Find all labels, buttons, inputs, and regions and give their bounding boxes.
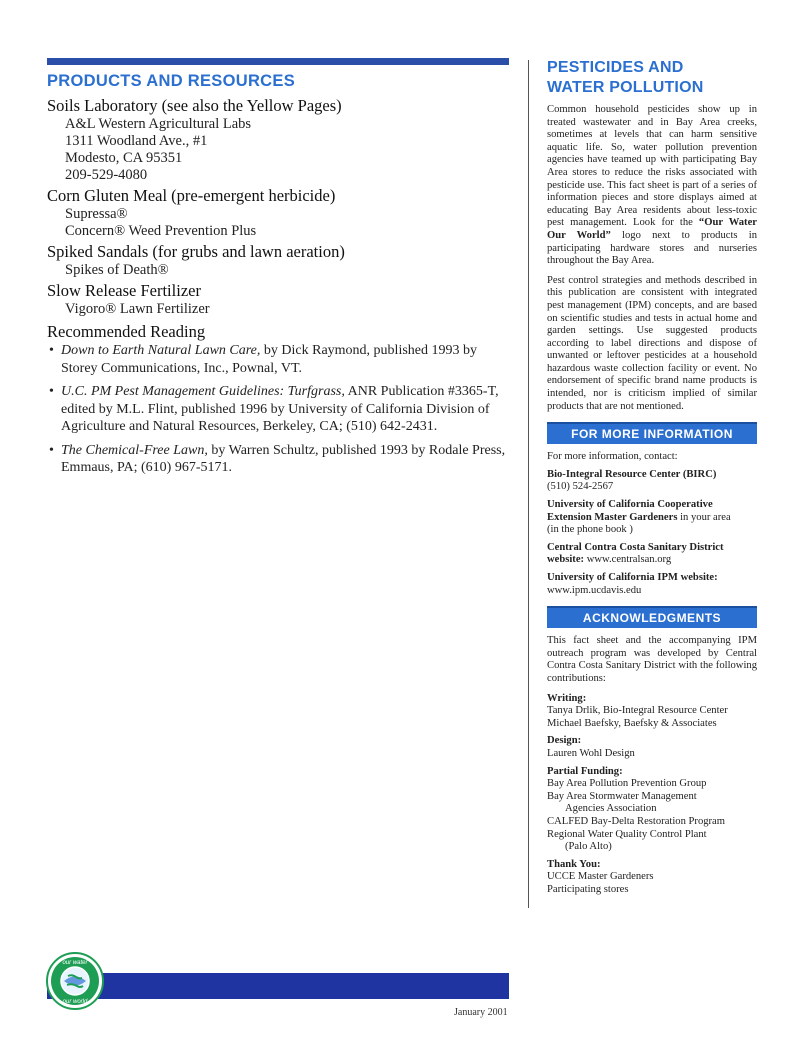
contact-url[interactable]: www.centralsan.org (584, 554, 672, 566)
section-title: Spiked Sandals (for grubs and lawn aeration) (47, 242, 345, 261)
section-line: 209-529-4080 (65, 167, 148, 183)
reading-continuation: Emmaus, PA; (610) 967-5171. (61, 460, 232, 475)
ack-thanks (547, 859, 757, 897)
reading-book-title: The Chemical-Free Lawn, (61, 442, 208, 458)
footer-date: January 2001 (454, 1007, 508, 1018)
section-soils (47, 96, 517, 184)
ack-line: Michael Baefsky, Baefsky & Associates (547, 717, 717, 729)
contact-name: University of California IPM website: (547, 572, 718, 583)
section-line: Concern® Weed Prevention Plus (65, 223, 257, 239)
disclaimer-paragraph: Pest control strategies and methods described in this publication are consistent with integrated pest management (IPM) concepts, and are based on scientific studies and tests in actual home and garden settings. Use suggested products according to label directions and dispose of unwanted or leftover pesticides at a household hazardous waste collection facility or event. No endorsement of specific brand name products is intended, nor is criticism implied of similar products that are not mentioned. (547, 274, 757, 412)
logo-mention: “Our Water Our World” (547, 217, 757, 241)
contact-ccsd (547, 542, 757, 567)
section-line: 1311 Woodland Ave., #1 (65, 133, 208, 149)
column-divider (528, 60, 529, 908)
intro-paragraph (547, 104, 757, 268)
contact-name: University of California Cooperative Extension Master Gardeners (547, 499, 713, 523)
ack-head: Design: (547, 735, 582, 747)
ack-line: Agencies Association (565, 803, 657, 815)
ack-line: CALFED Bay-Delta Restoration Program (547, 815, 726, 827)
section-line: A&L Western Agricultural Labs (65, 116, 252, 132)
reading-item (47, 383, 517, 436)
reading-continuation: edited by M.L. Flint, published 1996 by University of California Division of Agriculture and Natural Resources, Berkeley, CA; (510) 642-2431. (61, 401, 490, 434)
reading-details: ANR Publication #3365-T, (344, 384, 499, 399)
reading-book-title: U.C. PM Pest Management Guidelines: Turfgrass, (61, 384, 345, 399)
ack-head: Writing: (547, 692, 587, 704)
acknowledgments-bar: ACKNOWLEDGMENTS (547, 606, 757, 628)
ack-line: UCCE Master Gardeners (547, 871, 654, 883)
reading-item (47, 442, 517, 477)
pesticides-heading (547, 58, 757, 98)
ack-writing (547, 693, 757, 731)
section-line: Vigoro® Lawn Fertilizer (65, 301, 210, 317)
ack-funding (547, 766, 757, 854)
products-heading: PRODUCTS AND RESOURCES (47, 72, 296, 90)
section-line: Modesto, CA 95351 (65, 150, 183, 166)
ack-line: Tanya Drlik, Bio-Integral Resource Center (547, 705, 728, 717)
contact-name: Bio-Integral Resource Center (BIRC) (547, 468, 717, 480)
ack-head: Partial Funding: (547, 765, 623, 777)
heading-line: WATER POLLUTION (547, 79, 704, 96)
logo-text-top: our water (62, 960, 88, 966)
bullet-icon: • (49, 384, 54, 399)
reading-details: by Warren Schultz, published 1993 by Rodale Press, (207, 442, 506, 458)
contact-note: (in the phone book ) (547, 524, 633, 536)
ack-intro: This fact sheet and the accompanying IPM outreach program was developed by Central Contra Costa Sanitary District with the following contributions: (547, 635, 757, 684)
contact-birc (547, 469, 757, 494)
para-text: Common household pesticides show up in treated wastewater and in Bay Area creeks, sometimes at levels that can harm sensitive aquatic life. So, water pollution prevention agencies have teamed up with participating Bay Area stores to reduce the risks associated with pesticide use. This fact sheet is part of a series of information pieces and store displays aimed at educating Bay Area residents about less-toxic pest management. Look for the (547, 104, 757, 229)
footer-bar (47, 973, 509, 999)
bullet-icon: • (49, 442, 54, 458)
contact-phone: (510) 524-2567 (547, 481, 614, 493)
contact-name: Central Contra Costa Sanitary District website: (547, 541, 724, 566)
section-line: Supressa® (65, 206, 128, 222)
reading-continuation: Storey Communications, Inc., Pownal, VT. (61, 360, 302, 376)
products-column (47, 70, 517, 483)
ack-line: Participating stores (547, 883, 629, 895)
section-fertilizer (47, 281, 517, 318)
ack-design (547, 735, 757, 760)
logo-text-bottom: our world (62, 999, 88, 1005)
info-intro: For more information, contact: (547, 451, 678, 463)
recommended-reading (47, 322, 517, 477)
bullet-icon: • (49, 343, 54, 358)
para-text: logo next to products in participating hardware stores and nurseries throughout the Bay Area. (547, 229, 757, 267)
reading-title: Recommended Reading (47, 322, 206, 341)
sidebar-column (547, 58, 757, 901)
ack-line: Regional Water Quality Control Plant (547, 828, 707, 840)
more-info-bar: FOR MORE INFORMATION (547, 422, 757, 444)
our-water-our-world-logo-icon (46, 952, 104, 1010)
section-title: Slow Release Fertilizer (47, 281, 201, 300)
ack-line: Bay Area Pollution Prevention Group (547, 778, 707, 790)
section-title: Corn Gluten Meal (pre-emergent herbicide) (47, 186, 336, 205)
section-line: Spikes of Death® (65, 262, 169, 278)
contact-ipm (547, 572, 757, 597)
reading-book-title: Down to Earth Natural Lawn Care, (61, 343, 261, 358)
ack-line: Bay Area Stormwater Management (547, 790, 697, 802)
contact-ucce (547, 499, 757, 537)
reading-item (47, 342, 517, 377)
top-rule (47, 58, 509, 65)
ack-line: (Palo Alto) (565, 841, 612, 853)
contact-url[interactable]: www.ipm.ucdavis.edu (547, 584, 642, 596)
section-spiked-sandals (47, 242, 517, 279)
ack-head: Thank You: (547, 858, 601, 870)
contact-detail: in your area (677, 511, 731, 523)
heading-line: PESTICIDES AND (547, 59, 684, 76)
section-corn-gluten (47, 186, 517, 240)
ack-line: Lauren Wohl Design (547, 747, 635, 759)
reading-details: by Dick Raymond, published 1993 by (260, 343, 478, 358)
section-title: Soils Laboratory (see also the Yellow Pages) (47, 96, 342, 115)
